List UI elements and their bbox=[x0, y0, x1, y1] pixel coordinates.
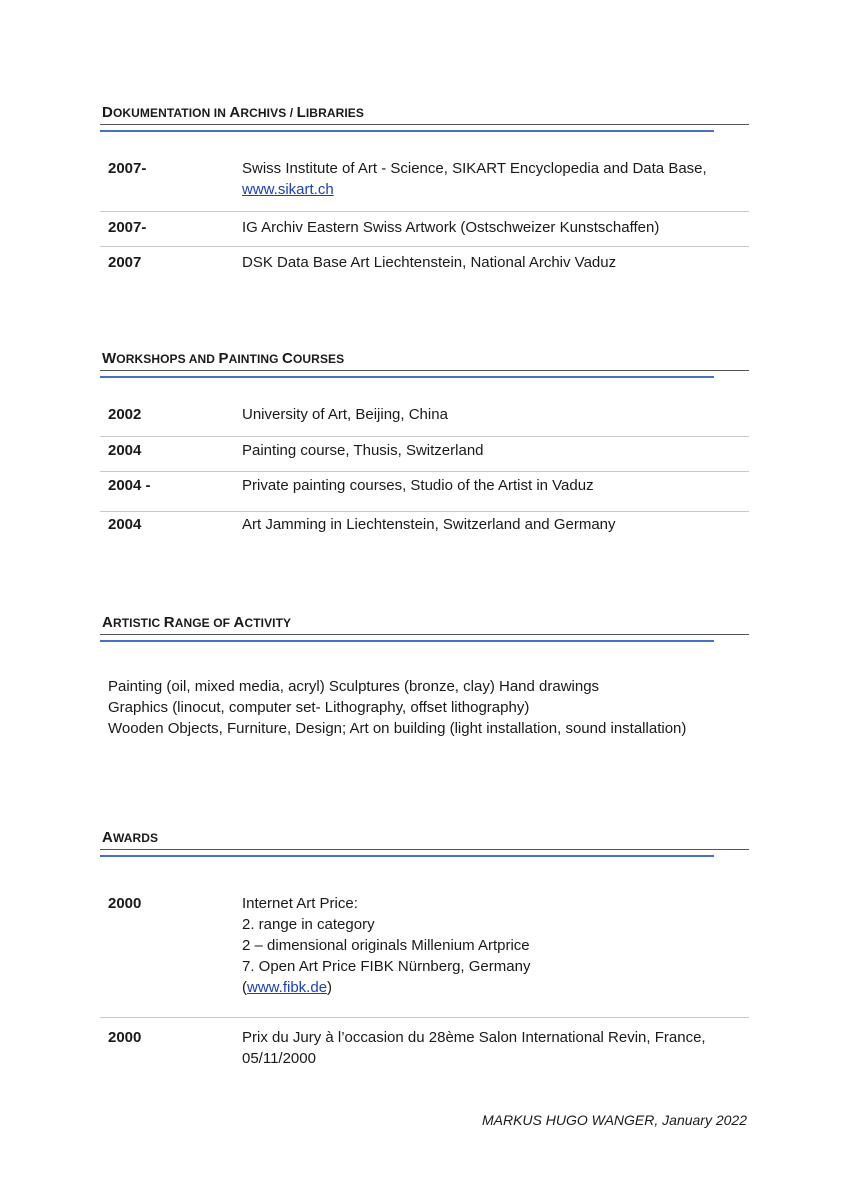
section-heading: DOKUMENTATION IN ARCHIVS / LIBRARIES bbox=[102, 104, 365, 121]
heading-rule bbox=[100, 849, 749, 850]
entry-description: Painting course, Thusis, Switzerland bbox=[242, 442, 484, 459]
list-item bbox=[100, 1018, 749, 1078]
section-awards bbox=[100, 827, 749, 1078]
award-line: 2 – dimensional originals Millenium Artprice bbox=[242, 937, 530, 954]
entry-year: 2000 bbox=[108, 1029, 142, 1046]
list-item bbox=[100, 402, 749, 437]
award-line: Prix du Jury à l’occasion du 28ème Salon International Revin, France, bbox=[242, 1029, 706, 1046]
activity-line: Wooden Objects, Furniture, Design; Art on building (light installation, sound installation) bbox=[108, 720, 687, 737]
award-line: 2. range in category bbox=[242, 916, 375, 933]
award-line: 05/11/2000 bbox=[242, 1050, 316, 1067]
entry-description: Art Jamming in Liechtenstein, Switzerland and Germany bbox=[242, 516, 616, 533]
list-item bbox=[100, 437, 749, 472]
entry-description: IG Archiv Eastern Swiss Artwork (Ostschweizer Kunstschaffen) bbox=[242, 219, 660, 236]
award-line: 7. Open Art Price FIBK Nürnberg, Germany bbox=[242, 958, 531, 975]
page-footer: MARKUS HUGO WANGER, January 2022 bbox=[481, 1112, 747, 1128]
section-documentation bbox=[100, 102, 749, 281]
activity-line: Painting (oil, mixed media, acryl) Sculptures (bronze, clay) Hand drawings bbox=[108, 678, 600, 695]
activity-line: Graphics (linocut, computer set- Lithography, offset lithography) bbox=[108, 699, 530, 716]
entry-year: 2007- bbox=[108, 160, 147, 177]
entry-year: 2000 bbox=[108, 895, 142, 912]
list-item bbox=[100, 247, 749, 281]
list-item bbox=[100, 472, 749, 512]
activity-paragraph bbox=[100, 676, 749, 739]
heading-rule bbox=[100, 370, 749, 371]
section-workshops bbox=[100, 348, 749, 546]
fibk-link[interactable]: www.fibk.de bbox=[247, 979, 328, 996]
entry-year: 2004 bbox=[108, 516, 142, 533]
section-artistic-range bbox=[100, 612, 749, 739]
entry-description: University of Art, Beijing, China bbox=[242, 406, 448, 423]
list-item bbox=[100, 156, 749, 212]
entry-list bbox=[100, 402, 749, 546]
accent-rule bbox=[100, 376, 714, 378]
award-line: Internet Art Price: bbox=[242, 895, 358, 912]
entry-description: DSK Data Base Art Liechtenstein, National Archiv Vaduz bbox=[242, 254, 617, 271]
sikart-link[interactable]: www.sikart.ch bbox=[242, 181, 334, 198]
entry-year: 2007- bbox=[108, 219, 147, 236]
heading-rule bbox=[100, 124, 749, 125]
entry-description: Swiss Institute of Art - Science, SIKART Encyclopedia and Data Base, bbox=[242, 160, 707, 177]
section-heading: WORKSHOPS AND PAINTING COURSES bbox=[102, 350, 345, 367]
entry-year: 2007 bbox=[108, 254, 142, 271]
list-item bbox=[100, 512, 749, 546]
section-heading: AWARDS bbox=[102, 829, 159, 846]
entry-list bbox=[100, 156, 749, 281]
entry-list bbox=[100, 891, 749, 1078]
entry-year: 2004 - bbox=[108, 477, 151, 494]
heading-rule bbox=[100, 634, 749, 635]
list-item bbox=[100, 212, 749, 247]
entry-year: 2002 bbox=[108, 406, 142, 423]
accent-rule bbox=[100, 855, 714, 857]
accent-rule bbox=[100, 130, 714, 132]
accent-rule bbox=[100, 640, 714, 642]
section-heading: ARTISTIC RANGE OF ACTIVITY bbox=[102, 614, 292, 631]
entry-description: Private painting courses, Studio of the Artist in Vaduz bbox=[242, 477, 594, 494]
list-item: 2000 Internet Art Price: 2. range in category 2 – dimensional originals Millenium Artprice 7. Open Art Price FIBK Nürnberg, Germany (www.fibk.de) bbox=[100, 891, 749, 1018]
entry-year: 2004 bbox=[108, 442, 142, 459]
